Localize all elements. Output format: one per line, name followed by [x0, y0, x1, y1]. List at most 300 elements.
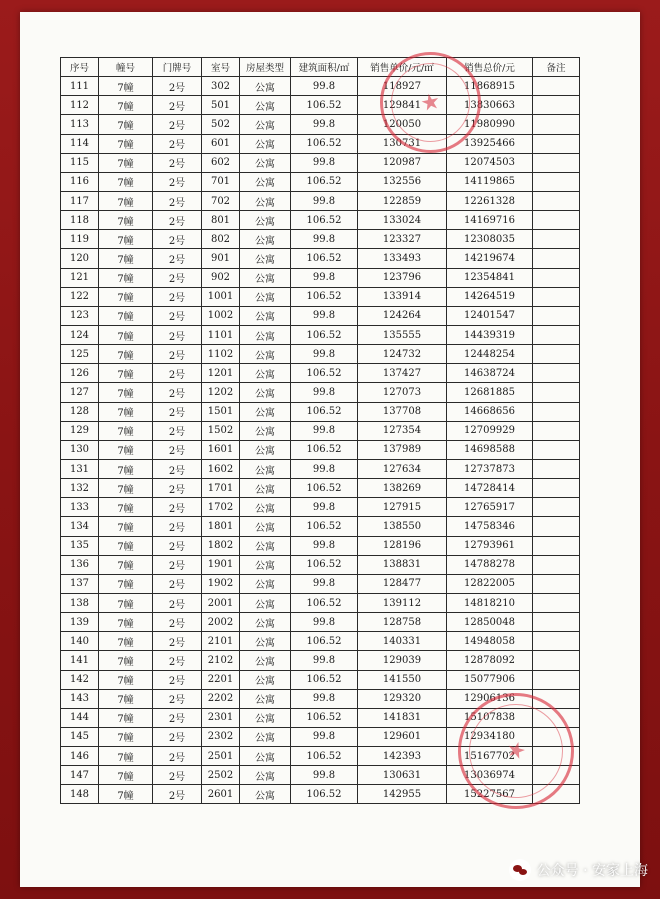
- header-index: 序号: [61, 58, 99, 77]
- cell-index: 140: [61, 632, 99, 651]
- cell-door-number: 2号: [153, 613, 202, 632]
- cell-area: 99.8: [291, 383, 358, 402]
- cell-door-number: 2号: [153, 574, 202, 593]
- cell-building: 7幢: [99, 498, 153, 517]
- table-row: [61, 613, 580, 632]
- cell-total-price: 14119865: [447, 172, 533, 191]
- cell-index: 114: [61, 134, 99, 153]
- cell-door-number: 2号: [153, 440, 202, 459]
- cell-remark: [533, 249, 580, 268]
- cell-index: 121: [61, 268, 99, 287]
- table-row: [61, 325, 580, 344]
- cell-index: 122: [61, 287, 99, 306]
- cell-area: 106.52: [291, 517, 358, 536]
- cell-room: 602: [202, 153, 240, 172]
- cell-total-price: 11980990: [447, 115, 533, 134]
- cell-room: 2001: [202, 593, 240, 612]
- cell-area: 106.52: [291, 440, 358, 459]
- red-seal-stamp-top: ★: [371, 43, 491, 163]
- cell-type: 公寓: [240, 96, 291, 115]
- cell-index: 119: [61, 230, 99, 249]
- cell-area: 99.8: [291, 421, 358, 440]
- cell-total-price: 14728414: [447, 479, 533, 498]
- cell-door-number: 2号: [153, 249, 202, 268]
- table-row: [61, 479, 580, 498]
- cell-index: 124: [61, 325, 99, 344]
- cell-area: 99.8: [291, 613, 358, 632]
- cell-remark: [533, 785, 580, 804]
- cell-building: 7幢: [99, 651, 153, 670]
- cell-type: 公寓: [240, 632, 291, 651]
- cell-remark: [533, 689, 580, 708]
- table-row: [61, 498, 580, 517]
- cell-total-price: 12448254: [447, 345, 533, 364]
- cell-door-number: 2号: [153, 268, 202, 287]
- cell-type: 公寓: [240, 115, 291, 134]
- cell-total-price: 12709929: [447, 421, 533, 440]
- cell-building: 7幢: [99, 747, 153, 766]
- header-total-price: 销售总价/元: [447, 58, 533, 77]
- cell-total-price: 14818210: [447, 593, 533, 612]
- cell-building: 7幢: [99, 230, 153, 249]
- cell-remark: [533, 115, 580, 134]
- cell-room: 901: [202, 249, 240, 268]
- cell-room: 2201: [202, 670, 240, 689]
- cell-remark: [533, 364, 580, 383]
- cell-area: 106.52: [291, 593, 358, 612]
- cell-building: 7幢: [99, 249, 153, 268]
- cell-type: 公寓: [240, 517, 291, 536]
- cell-remark: [533, 172, 580, 191]
- cell-unit-price: 123796: [358, 268, 447, 287]
- cell-remark: [533, 747, 580, 766]
- cell-door-number: 2号: [153, 498, 202, 517]
- cell-unit-price: 129039: [358, 651, 447, 670]
- cell-room: 601: [202, 134, 240, 153]
- cell-unit-price: 129320: [358, 689, 447, 708]
- cell-room: 501: [202, 96, 240, 115]
- cell-unit-price: 133493: [358, 249, 447, 268]
- cell-unit-price: 138269: [358, 479, 447, 498]
- cell-remark: [533, 211, 580, 230]
- cell-door-number: 2号: [153, 593, 202, 612]
- cell-door-number: 2号: [153, 115, 202, 134]
- cell-unit-price: 129841: [358, 96, 447, 115]
- cell-building: 7幢: [99, 77, 153, 96]
- cell-room: 1202: [202, 383, 240, 402]
- cell-type: 公寓: [240, 479, 291, 498]
- table-row: [61, 345, 580, 364]
- cell-total-price: 14668656: [447, 402, 533, 421]
- cell-remark: [533, 498, 580, 517]
- table-row: [61, 517, 580, 536]
- cell-area: 99.8: [291, 306, 358, 325]
- watermark: [509, 859, 648, 881]
- cell-type: 公寓: [240, 134, 291, 153]
- cell-remark: [533, 306, 580, 325]
- cell-type: 公寓: [240, 153, 291, 172]
- cell-total-price: 14439319: [447, 325, 533, 344]
- cell-room: 1101: [202, 325, 240, 344]
- cell-type: 公寓: [240, 766, 291, 785]
- cell-type: 公寓: [240, 574, 291, 593]
- cell-unit-price: 122859: [358, 191, 447, 210]
- cell-room: 1701: [202, 479, 240, 498]
- cell-area: 99.8: [291, 77, 358, 96]
- cell-remark: [533, 153, 580, 172]
- cell-building: 7幢: [99, 517, 153, 536]
- cell-door-number: 2号: [153, 459, 202, 478]
- cell-area: 99.8: [291, 651, 358, 670]
- cell-unit-price: 130731: [358, 134, 447, 153]
- cell-unit-price: 133024: [358, 211, 447, 230]
- cell-total-price: 14698588: [447, 440, 533, 459]
- cell-type: 公寓: [240, 345, 291, 364]
- cell-total-price: 14948058: [447, 632, 533, 651]
- header-room: 室号: [202, 58, 240, 77]
- header-door-number: 门牌号: [153, 58, 202, 77]
- cell-unit-price: 138831: [358, 555, 447, 574]
- cell-type: 公寓: [240, 689, 291, 708]
- watermark-text: 公众号 · 安家上海: [536, 863, 648, 879]
- cell-total-price: 12906136: [447, 689, 533, 708]
- header-remark: 备注: [533, 58, 580, 77]
- cell-unit-price: 142955: [358, 785, 447, 804]
- table-row: [61, 785, 580, 804]
- cell-area: 106.52: [291, 211, 358, 230]
- cell-total-price: 12308035: [447, 230, 533, 249]
- cell-area: 99.8: [291, 268, 358, 287]
- table-row: [61, 268, 580, 287]
- cell-index: 139: [61, 613, 99, 632]
- cell-index: 146: [61, 747, 99, 766]
- cell-total-price: 14219674: [447, 249, 533, 268]
- table-row: [61, 191, 580, 210]
- cell-door-number: 2号: [153, 325, 202, 344]
- cell-room: 802: [202, 230, 240, 249]
- cell-door-number: 2号: [153, 766, 202, 785]
- cell-type: 公寓: [240, 613, 291, 632]
- cell-total-price: 15107838: [447, 708, 533, 727]
- cell-remark: [533, 268, 580, 287]
- cell-type: 公寓: [240, 727, 291, 746]
- table-row: [61, 249, 580, 268]
- cell-total-price: 12765917: [447, 498, 533, 517]
- table-header-row: [61, 58, 580, 77]
- cell-index: 111: [61, 77, 99, 96]
- cell-area: 99.8: [291, 689, 358, 708]
- cell-unit-price: 133914: [358, 287, 447, 306]
- cell-area: 99.8: [291, 230, 358, 249]
- cell-door-number: 2号: [153, 708, 202, 727]
- cell-door-number: 2号: [153, 172, 202, 191]
- cell-building: 7幢: [99, 766, 153, 785]
- cell-unit-price: 137708: [358, 402, 447, 421]
- cell-building: 7幢: [99, 306, 153, 325]
- cell-type: 公寓: [240, 287, 291, 306]
- cell-index: 148: [61, 785, 99, 804]
- table-row: [61, 96, 580, 115]
- cell-index: 113: [61, 115, 99, 134]
- cell-index: 134: [61, 517, 99, 536]
- cell-remark: [533, 479, 580, 498]
- table-row: [61, 153, 580, 172]
- cell-building: 7幢: [99, 134, 153, 153]
- cell-index: 133: [61, 498, 99, 517]
- table-row: [61, 115, 580, 134]
- cell-area: 106.52: [291, 708, 358, 727]
- cell-room: 1501: [202, 402, 240, 421]
- cell-unit-price: 127634: [358, 459, 447, 478]
- cell-remark: [533, 670, 580, 689]
- cell-total-price: 12261328: [447, 191, 533, 210]
- cell-unit-price: 127354: [358, 421, 447, 440]
- table-row: [61, 383, 580, 402]
- cell-area: 99.8: [291, 498, 358, 517]
- cell-door-number: 2号: [153, 402, 202, 421]
- cell-building: 7幢: [99, 421, 153, 440]
- table-row: [61, 766, 580, 785]
- cell-remark: [533, 574, 580, 593]
- cell-room: 2102: [202, 651, 240, 670]
- cell-index: 128: [61, 402, 99, 421]
- cell-index: 137: [61, 574, 99, 593]
- cell-remark: [533, 651, 580, 670]
- table-body: [61, 77, 580, 804]
- cell-total-price: 14638724: [447, 364, 533, 383]
- cell-type: 公寓: [240, 708, 291, 727]
- cell-building: 7幢: [99, 383, 153, 402]
- cell-room: 2501: [202, 747, 240, 766]
- cell-door-number: 2号: [153, 747, 202, 766]
- cell-unit-price: 118927: [358, 77, 447, 96]
- cell-unit-price: 128758: [358, 613, 447, 632]
- cell-remark: [533, 345, 580, 364]
- cell-index: 125: [61, 345, 99, 364]
- cell-building: 7幢: [99, 268, 153, 287]
- table-row: [61, 440, 580, 459]
- cell-total-price: 12850048: [447, 613, 533, 632]
- cell-room: 801: [202, 211, 240, 230]
- cell-area: 99.8: [291, 536, 358, 555]
- cell-door-number: 2号: [153, 211, 202, 230]
- cell-unit-price: 135555: [358, 325, 447, 344]
- table-row: [61, 555, 580, 574]
- header-area: 建筑面积/㎡: [291, 58, 358, 77]
- cell-type: 公寓: [240, 498, 291, 517]
- cell-building: 7幢: [99, 459, 153, 478]
- cell-unit-price: 130631: [358, 766, 447, 785]
- cell-type: 公寓: [240, 77, 291, 96]
- cell-type: 公寓: [240, 383, 291, 402]
- cell-total-price: 12878092: [447, 651, 533, 670]
- cell-remark: [533, 632, 580, 651]
- cell-building: 7幢: [99, 172, 153, 191]
- cell-type: 公寓: [240, 306, 291, 325]
- cell-total-price: 15077906: [447, 670, 533, 689]
- cell-type: 公寓: [240, 651, 291, 670]
- red-seal-stamp-bottom: ★: [445, 680, 587, 822]
- table-row: [61, 689, 580, 708]
- cell-type: 公寓: [240, 440, 291, 459]
- cell-door-number: 2号: [153, 517, 202, 536]
- cell-building: 7幢: [99, 115, 153, 134]
- cell-building: 7幢: [99, 574, 153, 593]
- cell-door-number: 2号: [153, 632, 202, 651]
- cell-area: 106.52: [291, 632, 358, 651]
- cell-type: 公寓: [240, 402, 291, 421]
- cell-total-price: 12681885: [447, 383, 533, 402]
- cell-door-number: 2号: [153, 96, 202, 115]
- cell-room: 1102: [202, 345, 240, 364]
- cell-type: 公寓: [240, 785, 291, 804]
- cell-room: 1502: [202, 421, 240, 440]
- cell-remark: [533, 613, 580, 632]
- cell-building: 7幢: [99, 325, 153, 344]
- cell-index: 131: [61, 459, 99, 478]
- cell-door-number: 2号: [153, 536, 202, 555]
- cell-door-number: 2号: [153, 230, 202, 249]
- cell-room: 1201: [202, 364, 240, 383]
- cell-building: 7幢: [99, 785, 153, 804]
- cell-door-number: 2号: [153, 555, 202, 574]
- cell-unit-price: 132556: [358, 172, 447, 191]
- cell-area: 99.8: [291, 191, 358, 210]
- cell-total-price: 12401547: [447, 306, 533, 325]
- cell-room: 2002: [202, 613, 240, 632]
- cell-index: 136: [61, 555, 99, 574]
- cell-total-price: 15167702: [447, 747, 533, 766]
- cell-unit-price: 120050: [358, 115, 447, 134]
- cell-remark: [533, 383, 580, 402]
- table-row: [61, 287, 580, 306]
- cell-total-price: 12354841: [447, 268, 533, 287]
- cell-unit-price: 137989: [358, 440, 447, 459]
- cell-building: 7幢: [99, 287, 153, 306]
- cell-index: 138: [61, 593, 99, 612]
- cell-door-number: 2号: [153, 306, 202, 325]
- cell-index: 118: [61, 211, 99, 230]
- table-row: [61, 670, 580, 689]
- table-row: [61, 459, 580, 478]
- cell-index: 130: [61, 440, 99, 459]
- cell-total-price: 12793961: [447, 536, 533, 555]
- cell-building: 7幢: [99, 364, 153, 383]
- cell-room: 2601: [202, 785, 240, 804]
- cell-building: 7幢: [99, 613, 153, 632]
- cell-unit-price: 141550: [358, 670, 447, 689]
- cell-room: 302: [202, 77, 240, 96]
- cell-area: 106.52: [291, 249, 358, 268]
- cell-remark: [533, 191, 580, 210]
- cell-area: 99.8: [291, 345, 358, 364]
- table-row: [61, 421, 580, 440]
- cell-total-price: 12822005: [447, 574, 533, 593]
- cell-type: 公寓: [240, 268, 291, 287]
- table-row: [61, 574, 580, 593]
- cell-remark: [533, 708, 580, 727]
- cell-area: 106.52: [291, 670, 358, 689]
- cell-remark: [533, 536, 580, 555]
- cell-building: 7幢: [99, 632, 153, 651]
- cell-area: 106.52: [291, 96, 358, 115]
- cell-remark: [533, 134, 580, 153]
- cell-type: 公寓: [240, 172, 291, 191]
- cell-total-price: 14788278: [447, 555, 533, 574]
- cell-door-number: 2号: [153, 191, 202, 210]
- cell-type: 公寓: [240, 747, 291, 766]
- table-row: [61, 651, 580, 670]
- cell-room: 502: [202, 115, 240, 134]
- cell-building: 7幢: [99, 593, 153, 612]
- cell-room: 701: [202, 172, 240, 191]
- cell-remark: [533, 421, 580, 440]
- table-row: [61, 632, 580, 651]
- cell-unit-price: 141831: [358, 708, 447, 727]
- cell-type: 公寓: [240, 670, 291, 689]
- cell-remark: [533, 555, 580, 574]
- cell-room: 1901: [202, 555, 240, 574]
- cell-building: 7幢: [99, 96, 153, 115]
- cell-room: 1702: [202, 498, 240, 517]
- cell-index: 127: [61, 383, 99, 402]
- cell-total-price: 11868915: [447, 77, 533, 96]
- cell-door-number: 2号: [153, 670, 202, 689]
- cell-door-number: 2号: [153, 287, 202, 306]
- cell-room: 2301: [202, 708, 240, 727]
- cell-room: 1801: [202, 517, 240, 536]
- cell-total-price: 15227567: [447, 785, 533, 804]
- cell-area: 106.52: [291, 402, 358, 421]
- cell-area: 106.52: [291, 134, 358, 153]
- cell-index: 116: [61, 172, 99, 191]
- price-table: [60, 57, 580, 804]
- cell-door-number: 2号: [153, 134, 202, 153]
- cell-door-number: 2号: [153, 364, 202, 383]
- cell-door-number: 2号: [153, 785, 202, 804]
- header-unit-price: 销售单价/元/㎡: [358, 58, 447, 77]
- table-row: [61, 727, 580, 746]
- cell-unit-price: 142393: [358, 747, 447, 766]
- header-building: 幢号: [99, 58, 153, 77]
- cell-index: 120: [61, 249, 99, 268]
- cell-index: 145: [61, 727, 99, 746]
- cell-room: 1002: [202, 306, 240, 325]
- cell-building: 7幢: [99, 727, 153, 746]
- cell-room: 1902: [202, 574, 240, 593]
- cell-area: 99.8: [291, 459, 358, 478]
- cell-area: 106.52: [291, 785, 358, 804]
- cell-remark: [533, 287, 580, 306]
- cell-remark: [533, 593, 580, 612]
- cell-type: 公寓: [240, 211, 291, 230]
- cell-type: 公寓: [240, 249, 291, 268]
- cell-area: 106.52: [291, 479, 358, 498]
- cell-total-price: 12074503: [447, 153, 533, 172]
- cell-index: 123: [61, 306, 99, 325]
- cell-total-price: 13036974: [447, 766, 533, 785]
- cell-index: 126: [61, 364, 99, 383]
- cell-building: 7幢: [99, 153, 153, 172]
- cell-total-price: 12934180: [447, 727, 533, 746]
- cell-building: 7幢: [99, 689, 153, 708]
- cell-remark: [533, 230, 580, 249]
- cell-total-price: 13830663: [447, 96, 533, 115]
- cell-room: 702: [202, 191, 240, 210]
- cell-area: 99.8: [291, 574, 358, 593]
- cell-area: 99.8: [291, 766, 358, 785]
- cell-building: 7幢: [99, 191, 153, 210]
